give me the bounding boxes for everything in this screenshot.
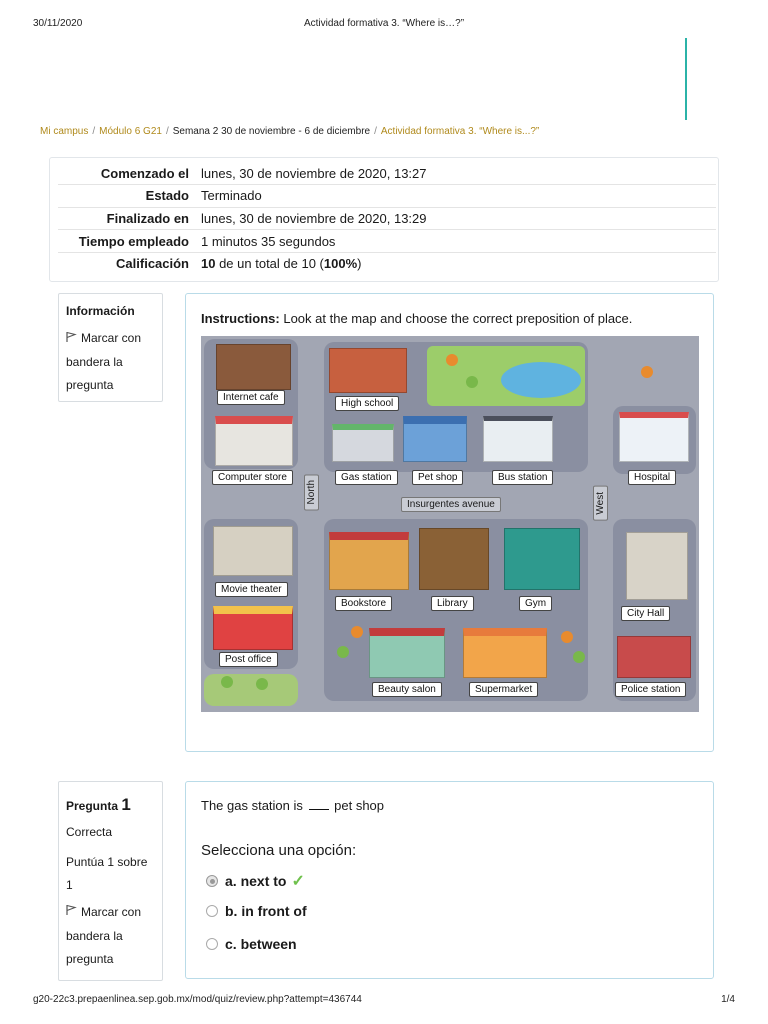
tree xyxy=(221,676,233,688)
option-b[interactable] xyxy=(206,903,307,919)
option-c[interactable] xyxy=(206,936,297,952)
breadcrumb-separator: / xyxy=(92,126,96,137)
map-label-gas-station: Gas station xyxy=(335,470,398,485)
instructions-box xyxy=(185,293,714,752)
instructions-text xyxy=(201,311,632,326)
tree xyxy=(573,651,585,663)
breadcrumb-semana[interactable]: Semana 2 30 de noviembre - 6 de diciembre xyxy=(172,126,371,137)
question-text xyxy=(201,798,384,813)
option-a[interactable] xyxy=(206,871,305,891)
map-label-bookstore: Bookstore xyxy=(335,596,392,611)
option-c-label: c. between xyxy=(225,936,297,952)
map-label-computer-store: Computer store xyxy=(212,470,293,485)
summary-key: Finalizado en xyxy=(58,207,195,230)
option-b-label: b. in front of xyxy=(225,903,307,919)
attempt-summary-table xyxy=(58,162,716,275)
question-content-box xyxy=(185,781,714,979)
map-label-gym: Gym xyxy=(519,596,552,611)
breadcrumb-actividad[interactable]: Actividad formativa 3. “Where is...?” xyxy=(380,126,540,137)
summary-key: Estado xyxy=(58,185,195,208)
breadcrumb-separator: / xyxy=(165,126,169,137)
grade-score: 10 xyxy=(201,256,216,272)
option-a-label: a. next to xyxy=(225,873,287,889)
instructions-body: Look at the map and choose the correct preposition of place. xyxy=(279,311,633,326)
movie-theater-building xyxy=(213,526,293,576)
question-label: Pregunta xyxy=(66,799,119,813)
gas-station-building xyxy=(332,424,394,462)
supermarket-building xyxy=(463,628,547,678)
post-office-building xyxy=(213,606,293,650)
print-document-title: Actividad formativa 3. “Where is…?” xyxy=(303,18,465,29)
street-label-avenue: Insurgentes avenue xyxy=(401,497,501,512)
map-label-high-school: High school xyxy=(335,396,399,411)
map-label-bus-station: Bus station xyxy=(492,470,553,485)
question-info-box xyxy=(58,781,163,981)
tree xyxy=(337,646,349,658)
tree xyxy=(641,366,653,378)
info-title: Información xyxy=(66,304,135,318)
tree xyxy=(446,354,458,366)
option-b-radio[interactable] xyxy=(206,905,218,917)
street-label-north: North xyxy=(304,474,319,510)
flag-icon xyxy=(66,328,77,351)
map-label-beauty-salon: Beauty salon xyxy=(372,682,442,697)
correct-check-icon: ✓ xyxy=(291,873,305,890)
tree xyxy=(561,631,573,643)
question-state: Correcta xyxy=(66,825,113,840)
hospital-building xyxy=(619,412,689,462)
summary-row xyxy=(58,252,716,275)
summary-row xyxy=(58,162,716,185)
map-park-small xyxy=(204,674,298,706)
question-number xyxy=(66,788,155,821)
question-text-before: The gas station is xyxy=(201,798,303,813)
breadcrumb-mi-campus[interactable]: Mi campus xyxy=(40,126,89,137)
summary-value: lunes, 30 de noviembre de 2020, 13:27 xyxy=(201,165,427,181)
street-label-west: West xyxy=(593,486,608,521)
map-label-internet-cafe: Internet cafe xyxy=(217,390,285,405)
option-a-radio[interactable] xyxy=(206,875,218,887)
flag-label: Marcar con bandera la pregunta xyxy=(66,331,142,393)
computer-store-building xyxy=(215,416,293,466)
summary-row xyxy=(58,207,716,230)
tree xyxy=(256,678,268,690)
internet-cafe-building xyxy=(216,344,291,390)
library-building xyxy=(419,528,489,590)
breadcrumb-separator: / xyxy=(374,126,377,137)
bookstore-building xyxy=(329,532,409,590)
flag-question-link[interactable] xyxy=(66,901,155,971)
summary-key: Calificación xyxy=(58,252,195,275)
summary-row xyxy=(58,230,716,253)
print-page-number: 1/4 xyxy=(721,994,735,1005)
map-label-supermarket: Supermarket xyxy=(469,682,538,697)
high-school-building xyxy=(329,348,407,393)
header-divider xyxy=(685,38,687,120)
option-c-radio[interactable] xyxy=(206,938,218,950)
summary-value xyxy=(195,252,716,275)
city-hall-building xyxy=(626,532,688,600)
info-side-box xyxy=(58,293,163,402)
tree xyxy=(466,376,478,388)
grade-middle: de un total de 10 ( xyxy=(215,256,324,272)
summary-key: Comenzado el xyxy=(100,165,189,181)
flag-label: Marcar con bandera la pregunta xyxy=(66,905,142,967)
map-label-hospital: Hospital xyxy=(628,470,676,485)
map-label-pet-shop: Pet shop xyxy=(412,470,463,485)
print-date: 30/11/2020 xyxy=(33,18,83,29)
answer-blank xyxy=(309,809,329,810)
question-number-value: 1 xyxy=(121,795,131,814)
flag-icon xyxy=(66,901,77,924)
summary-value: 1 minutos 35 segundos xyxy=(195,230,716,253)
question-text-after: pet shop xyxy=(334,798,385,813)
map-label-post-office: Post office xyxy=(219,652,278,667)
breadcrumb-modulo[interactable]: Módulo 6 G21 xyxy=(99,126,162,137)
summary-value: Terminado xyxy=(195,185,716,208)
map-label-movie-theater: Movie theater xyxy=(215,582,288,597)
answer-prompt: Selecciona una opción: xyxy=(201,842,357,859)
gym-building xyxy=(504,528,580,590)
map-label-library: Library xyxy=(431,596,474,611)
breadcrumb xyxy=(40,126,539,137)
summary-key: Tiempo empleado xyxy=(58,230,195,253)
police-station-building xyxy=(617,636,691,678)
grade-percent: 100% xyxy=(323,256,358,272)
question-score: Puntúa 1 sobre 1 xyxy=(66,854,148,892)
map-lake xyxy=(501,362,581,398)
instructions-bold: Instructions: xyxy=(201,311,280,326)
summary-value: lunes, 30 de noviembre de 2020, 13:29 xyxy=(195,207,716,230)
grade-end: ) xyxy=(357,256,362,272)
map-label-police-station: Police station xyxy=(615,682,686,697)
beauty-salon-building xyxy=(369,628,445,678)
pet-shop-building xyxy=(403,416,467,462)
tree xyxy=(351,626,363,638)
bus-station-building xyxy=(483,416,553,462)
map-label-city-hall: City Hall xyxy=(621,606,670,621)
city-map-image xyxy=(201,336,699,712)
summary-row xyxy=(58,185,716,208)
print-url: g20-22c3.prepaenlinea.sep.gob.mx/mod/quiz/review.php?attempt=436744 xyxy=(33,994,362,1005)
flag-question-link[interactable] xyxy=(66,327,155,397)
